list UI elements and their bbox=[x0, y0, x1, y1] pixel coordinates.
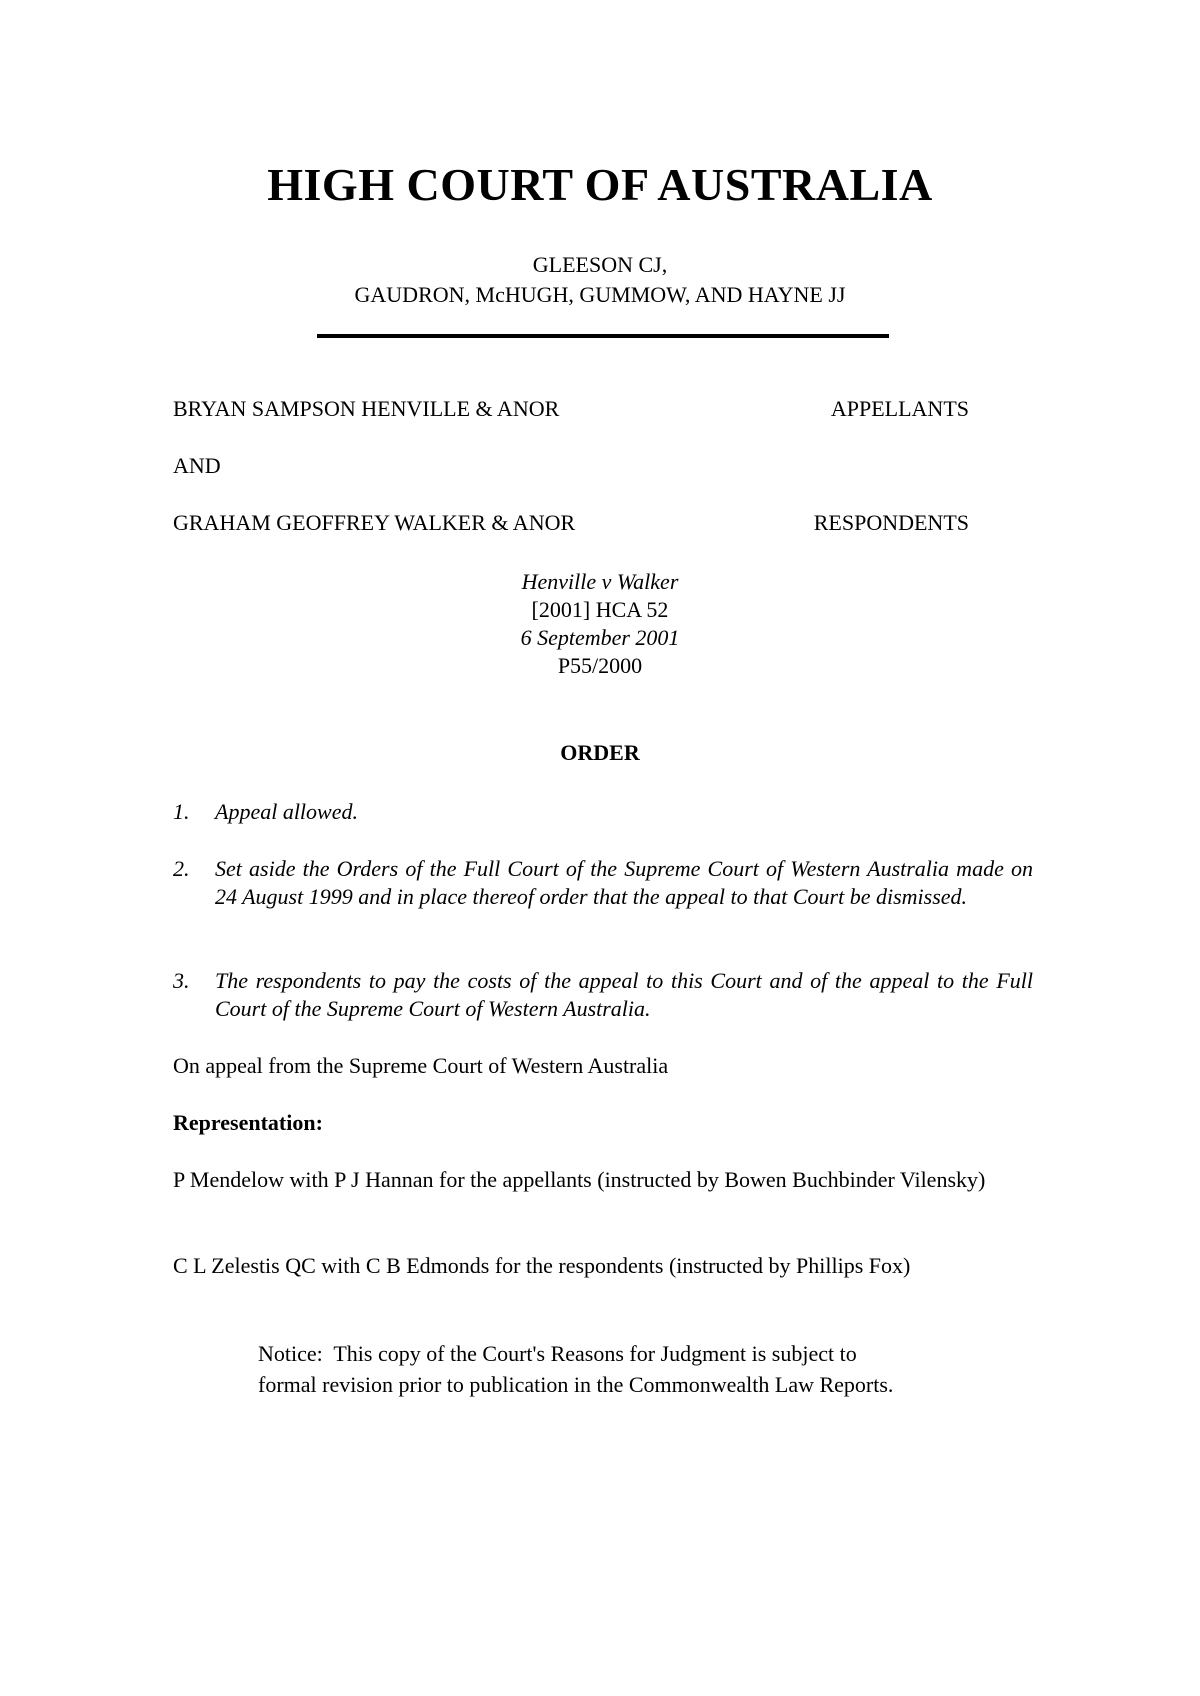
order-heading: ORDER bbox=[560, 740, 640, 765]
order-item-number: 1. bbox=[173, 799, 190, 824]
file-number: P55/2000 bbox=[557, 653, 643, 678]
order-item-text: Set aside the Orders of the Full Court of the Supreme Court of Western Australia made on 24 August 1999 and in place thereof order that the appeal to that Court be dismissed. bbox=[215, 856, 1033, 909]
court-title: HIGH COURT OF AUSTRALIA bbox=[267, 159, 933, 210]
respondent-name: GRAHAM GEOFFREY WALKER & ANOR bbox=[173, 510, 576, 535]
appellants-representation: P Mendelow with P J Hannan for the appellants (instructed by Bowen Buchbinder Vilensky) bbox=[173, 1167, 986, 1192]
appellant-role: APPELLANTS bbox=[830, 396, 969, 421]
notice-line-2: formal revision prior to publication in the Commonwealth Law Reports. bbox=[258, 1372, 894, 1397]
and-row bbox=[173, 453, 969, 481]
order-item-text: The respondents to pay the costs of the appeal to this Court and of the appeal to the Full Court of the Supreme Court of Western Australia. bbox=[215, 968, 1033, 1021]
case-name: Henville v Walker bbox=[521, 569, 679, 594]
order-item-number: 3. bbox=[173, 968, 190, 993]
appellant-name: BRYAN SAMPSON HENVILLE & ANOR bbox=[173, 396, 560, 421]
order-item-text: Appeal allowed. bbox=[215, 799, 358, 824]
respondent-role: RESPONDENTS bbox=[813, 510, 969, 535]
notice-line-1: Notice: This copy of the Court's Reasons for Judgment is subject to bbox=[258, 1341, 857, 1366]
judgment-date: 6 September 2001 bbox=[520, 625, 680, 650]
order-item-number: 2. bbox=[173, 856, 190, 881]
judges-line-1: GLEESON CJ, bbox=[532, 252, 668, 277]
appellant-row bbox=[173, 396, 969, 424]
notice-block bbox=[258, 1338, 1028, 1400]
respondents-representation: C L Zelestis QC with C B Edmonds for the respondents (instructed by Phillips Fox) bbox=[173, 1253, 911, 1278]
respondent-row bbox=[173, 510, 969, 538]
and-label: AND bbox=[173, 453, 221, 478]
representation-heading: Representation: bbox=[173, 1110, 323, 1135]
appeal-from: On appeal from the Supreme Court of Western Australia bbox=[173, 1053, 669, 1078]
horizontal-rule bbox=[317, 334, 889, 338]
neutral-citation: [2001] HCA 52 bbox=[531, 597, 669, 622]
judges-block bbox=[0, 250, 1200, 310]
citation-block bbox=[0, 568, 1200, 680]
judges-line-2: GAUDRON, McHUGH, GUMMOW, AND HAYNE JJ bbox=[354, 282, 846, 307]
